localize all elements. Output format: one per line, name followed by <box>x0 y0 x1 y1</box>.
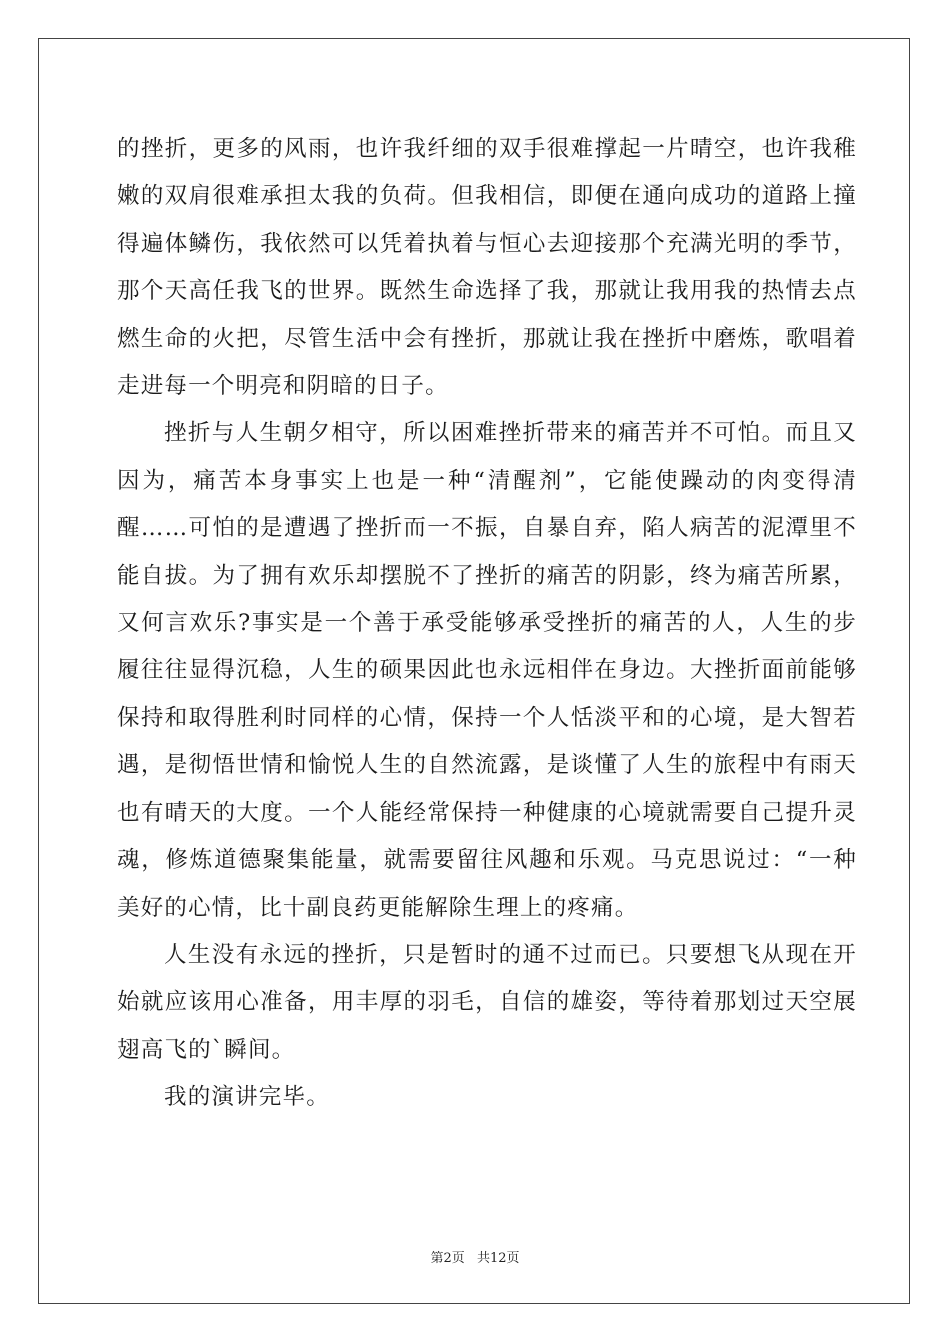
page-total: 共12页 <box>476 1251 520 1266</box>
paragraph-1: 的挫折，更多的风雨，也许我纤细的双手很难撑起一片晴空，也许我稚嫩的双肩很难承担太我的负荷。但我相信，即便在通向成功的道路上撞得遍体鳞伤，我依然可以凭着执着与恒心去迎接那个充满光明的季节，那个天高任我飞的世界。既然生命选择了我，那就让我用我的热情去点燃生命的火把，尽管生活中会有挫折，那就让我在挫折中磨炼，歌唱着走进每一个明亮和阴暗的日子。 <box>117 136 857 400</box>
paragraph-4: 我的演讲完毕。 <box>164 1084 330 1111</box>
paragraph-3: 人生没有永远的挫折，只是暂时的通不过而已。只要想飞从现在开始就应该用心准备，用丰厚的羽毛，自信的雄姿，等待着那划过天空展翅高飞的`瞬间。 <box>117 941 857 1063</box>
page-number: 第2页 <box>430 1251 465 1266</box>
page-footer <box>0 1247 950 1266</box>
document-body <box>117 126 857 1122</box>
paragraph-2: 挫折与人生朝夕相守，所以困难挫折带来的痛苦并不可怕。而且又因为，痛苦本身事实上也是一种“清醒剂”，它能使躁动的肉变得清醒……可怕的是遭遇了挫折而一不振，自暴自弃，陷人病苦的泥潭里不能自拔。为了拥有欢乐却摆脱不了挫折的痛苦的阴影，终为痛苦所累，又何言欢乐?事实是一个善于承受能够承受挫折的痛苦的人，人生的步履往往显得沉稳，人生的硕果因此也永远相伴在身边。大挫折面前能够保持和取得胜利时同样的心情，保持一个人恬淡平和的心境，是大智若遇，是彻悟世情和愉悦人生的自然流露，是谈懂了人生的旅程中有雨天也有晴天的大度。一个人能经常保持一种健康的心境就需要自己提升灵魂，修炼道德聚集能量，就需要留往风趣和乐观。马克思说过：“一种美好的心情，比十副良药更能解除生理上的疼痛。 <box>117 420 857 921</box>
